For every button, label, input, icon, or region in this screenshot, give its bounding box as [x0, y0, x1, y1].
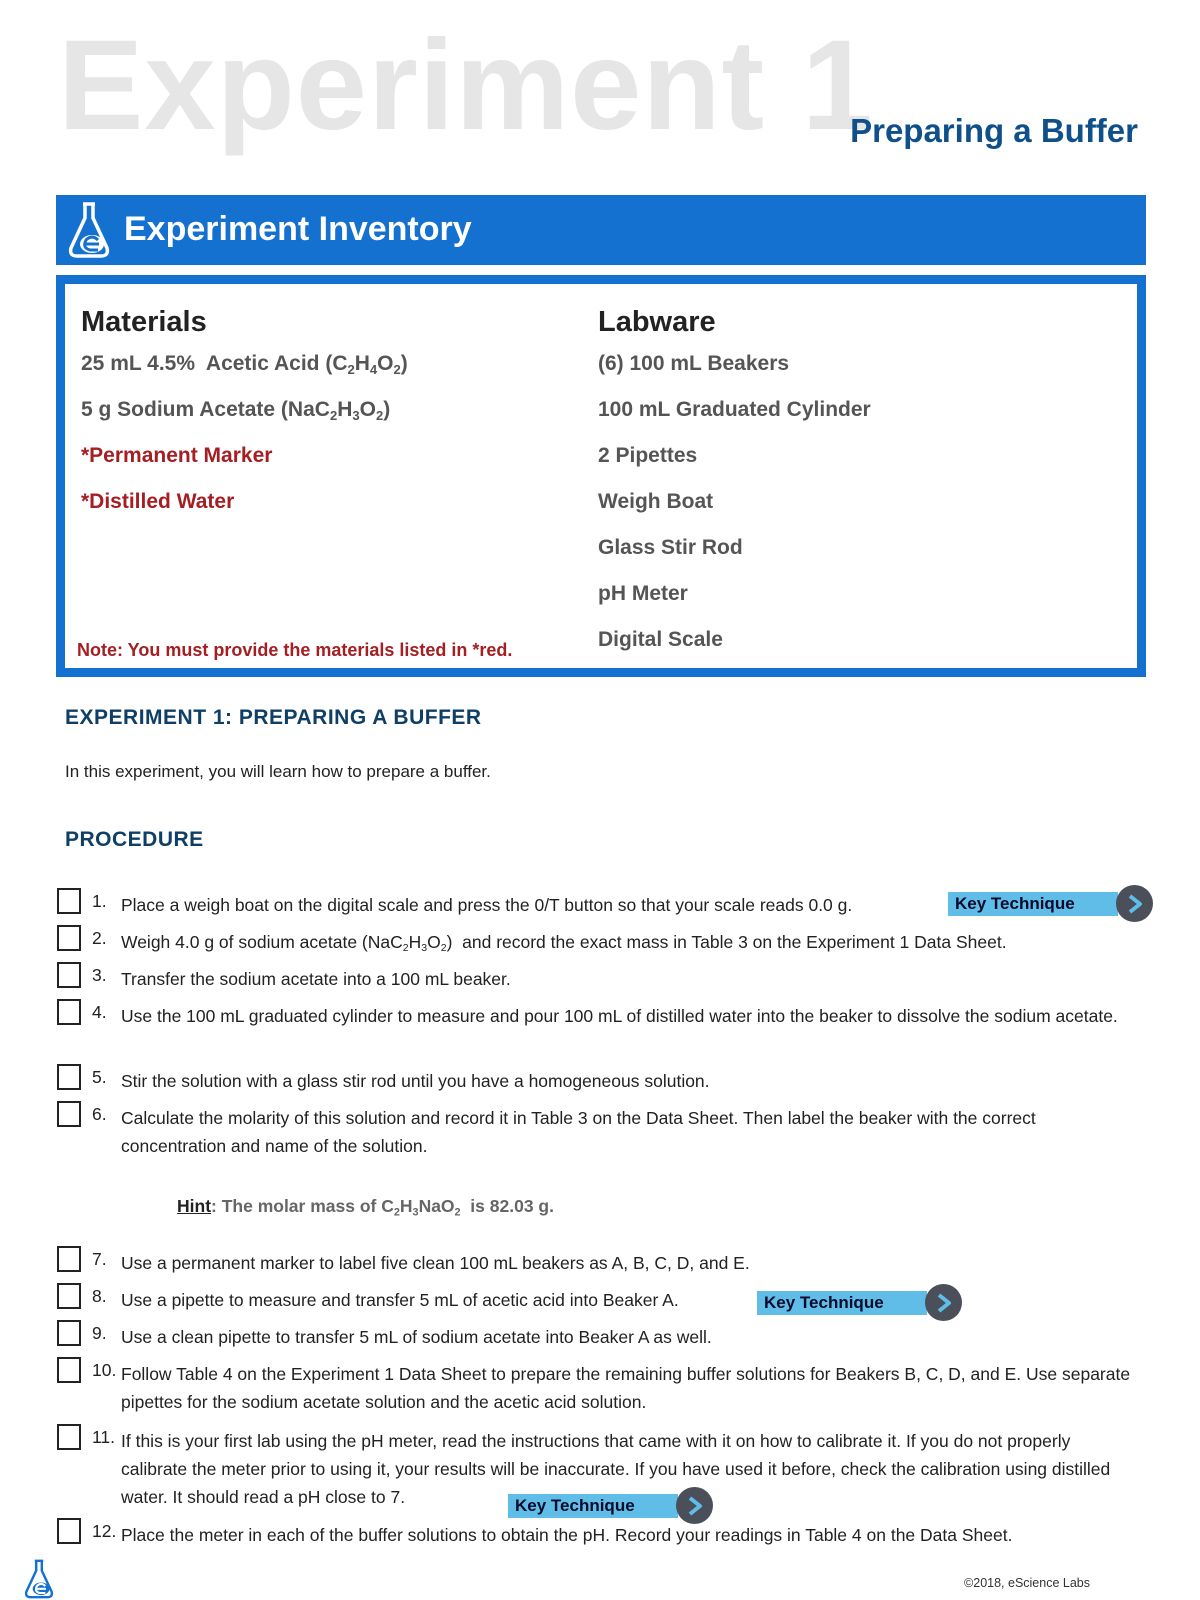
step-checkbox[interactable]	[57, 1424, 81, 1450]
hint-text: Hint: The molar mass of $C_2H_3NaO_2$ is 82.03 g.	[177, 1196, 554, 1219]
step-text: Place a weigh boat on the digital scale and press the 0/T button so that your scale reads 0.0 g.	[121, 895, 853, 915]
step-number: 2.	[92, 928, 107, 948]
material-item-acetic-acid: 25 mL 4.5% Acetic Acid $(C_2H_4O_2)$	[81, 352, 408, 377]
hint-label: Hint	[177, 1196, 212, 1216]
step-checkbox[interactable]	[57, 1064, 81, 1090]
materials-heading: Materials	[81, 306, 207, 338]
key-technique-label: Key Technique	[508, 1494, 678, 1518]
step-text: Use a pipette to measure and transfer 5 mL of acetic acid into Beaker A.	[121, 1290, 679, 1310]
step-checkbox[interactable]	[57, 1320, 81, 1346]
step-number: 11.	[92, 1427, 116, 1447]
step-text: If this is your first lab using the pH meter, read the instructions that came with it on how to calibrate it. If you do not properly calibrate the meter prior to using it, your results will be inaccurate. If you have used it before, check the calibration using distilled water. It should read a pH close to 7.	[121, 1431, 1111, 1507]
step-text: Use a permanent marker to label five clean 100 mL beakers as A, B, C, D, and E.	[121, 1253, 750, 1273]
inventory-header-bar	[56, 195, 1146, 265]
step-number: 5.	[92, 1067, 107, 1087]
labware-item: Glass Stir Rod	[598, 536, 743, 559]
labware-item: 2 Pipettes	[598, 444, 698, 467]
step-checkbox[interactable]	[57, 1518, 81, 1544]
step-checkbox[interactable]	[57, 1357, 81, 1383]
step-text: Transfer the sodium acetate into a 100 mL beaker.	[121, 969, 511, 989]
labware-item: 100 mL Graduated Cylinder	[598, 398, 871, 421]
escience-flask-footer-icon	[22, 1558, 56, 1600]
step-text: Use a clean pipette to transfer 5 mL of sodium acetate into Beaker A as well.	[121, 1327, 712, 1347]
material-item-distilled-water: *Distilled Water	[81, 490, 235, 513]
material-item-sodium-acetate: 5 g Sodium Acetate $(NaC_2H_3O_2)$	[81, 398, 391, 423]
key-technique-label: Key Technique	[757, 1291, 927, 1315]
escience-flask-logo-icon	[66, 200, 112, 260]
step-checkbox[interactable]	[57, 1101, 81, 1127]
step-checkbox[interactable]	[57, 1246, 81, 1272]
step-number: 8.	[92, 1286, 107, 1306]
labware-heading: Labware	[598, 306, 716, 338]
section-title: EXPERIMENT 1: PREPARING A BUFFER	[65, 706, 482, 729]
step-checkbox[interactable]	[57, 888, 81, 914]
inventory-note: Note: You must provide the materials listed in *red.	[77, 640, 513, 660]
step-number: 9.	[92, 1323, 107, 1343]
step-number: 7.	[92, 1249, 107, 1269]
experiment-subtitle: Preparing a Buffer	[850, 112, 1138, 149]
inventory-box	[56, 275, 1146, 677]
step-number: 1.	[92, 891, 107, 911]
step-number: 12.	[92, 1521, 117, 1541]
material-item-permanent-marker: *Permanent Marker	[81, 444, 273, 467]
step-number: 6.	[92, 1104, 107, 1124]
labware-item: pH Meter	[598, 582, 688, 605]
step-text: Weigh 4.0 g of sodium acetate $(NaC_2H_3O_2)$ and record the exact mass in Table 3 on the Experiment 1 Data Sheet.	[121, 932, 1007, 955]
step-number: 4.	[92, 1002, 107, 1022]
step-checkbox[interactable]	[57, 925, 81, 951]
intro-text: In this experiment, you will learn how to prepare a buffer.	[65, 762, 491, 781]
labware-item: Weigh Boat	[598, 490, 714, 513]
labware-item: (6) 100 mL Beakers	[598, 352, 790, 375]
play-arrow-icon[interactable]	[676, 1487, 713, 1524]
step-text: Use the 100 mL graduated cylinder to measure and pour 100 mL of distilled water into the beaker to dissolve the sodium acetate.	[121, 1006, 1118, 1026]
inventory-title: Experiment Inventory	[124, 210, 472, 248]
step-checkbox[interactable]	[57, 999, 81, 1025]
step-checkbox[interactable]	[57, 1283, 81, 1309]
step-text: Calculate the molarity of this solution and record it in Table 3 on the Data Sheet. Then label the beaker with the correct concentration and name of the solution.	[121, 1108, 1036, 1156]
step-text: Place the meter in each of the buffer solutions to obtain the pH. Record your readings in Table 4 on the Data Sheet.	[121, 1525, 1013, 1545]
step-number: 10.	[92, 1360, 117, 1380]
step-number: 3.	[92, 965, 107, 985]
step-checkbox[interactable]	[57, 962, 81, 988]
key-technique-label: Key Technique	[948, 892, 1118, 916]
step-text: Follow Table 4 on the Experiment 1 Data Sheet to prepare the remaining buffer solutions for Beakers B, C, D, and E. Use separate pipettes for the sodium acetate solution and the acetic acid solution.	[121, 1364, 1131, 1412]
experiment-number-title: Experiment 1	[58, 14, 874, 157]
play-arrow-icon[interactable]	[925, 1284, 962, 1321]
copyright-text: ©2018, eScience Labs	[964, 1576, 1090, 1590]
labware-item: Digital Scale	[598, 628, 723, 651]
step-text: Stir the solution with a glass stir rod until you have a homogeneous solution.	[121, 1071, 710, 1091]
procedure-heading: PROCEDURE	[65, 828, 204, 851]
play-arrow-icon[interactable]	[1116, 885, 1153, 922]
